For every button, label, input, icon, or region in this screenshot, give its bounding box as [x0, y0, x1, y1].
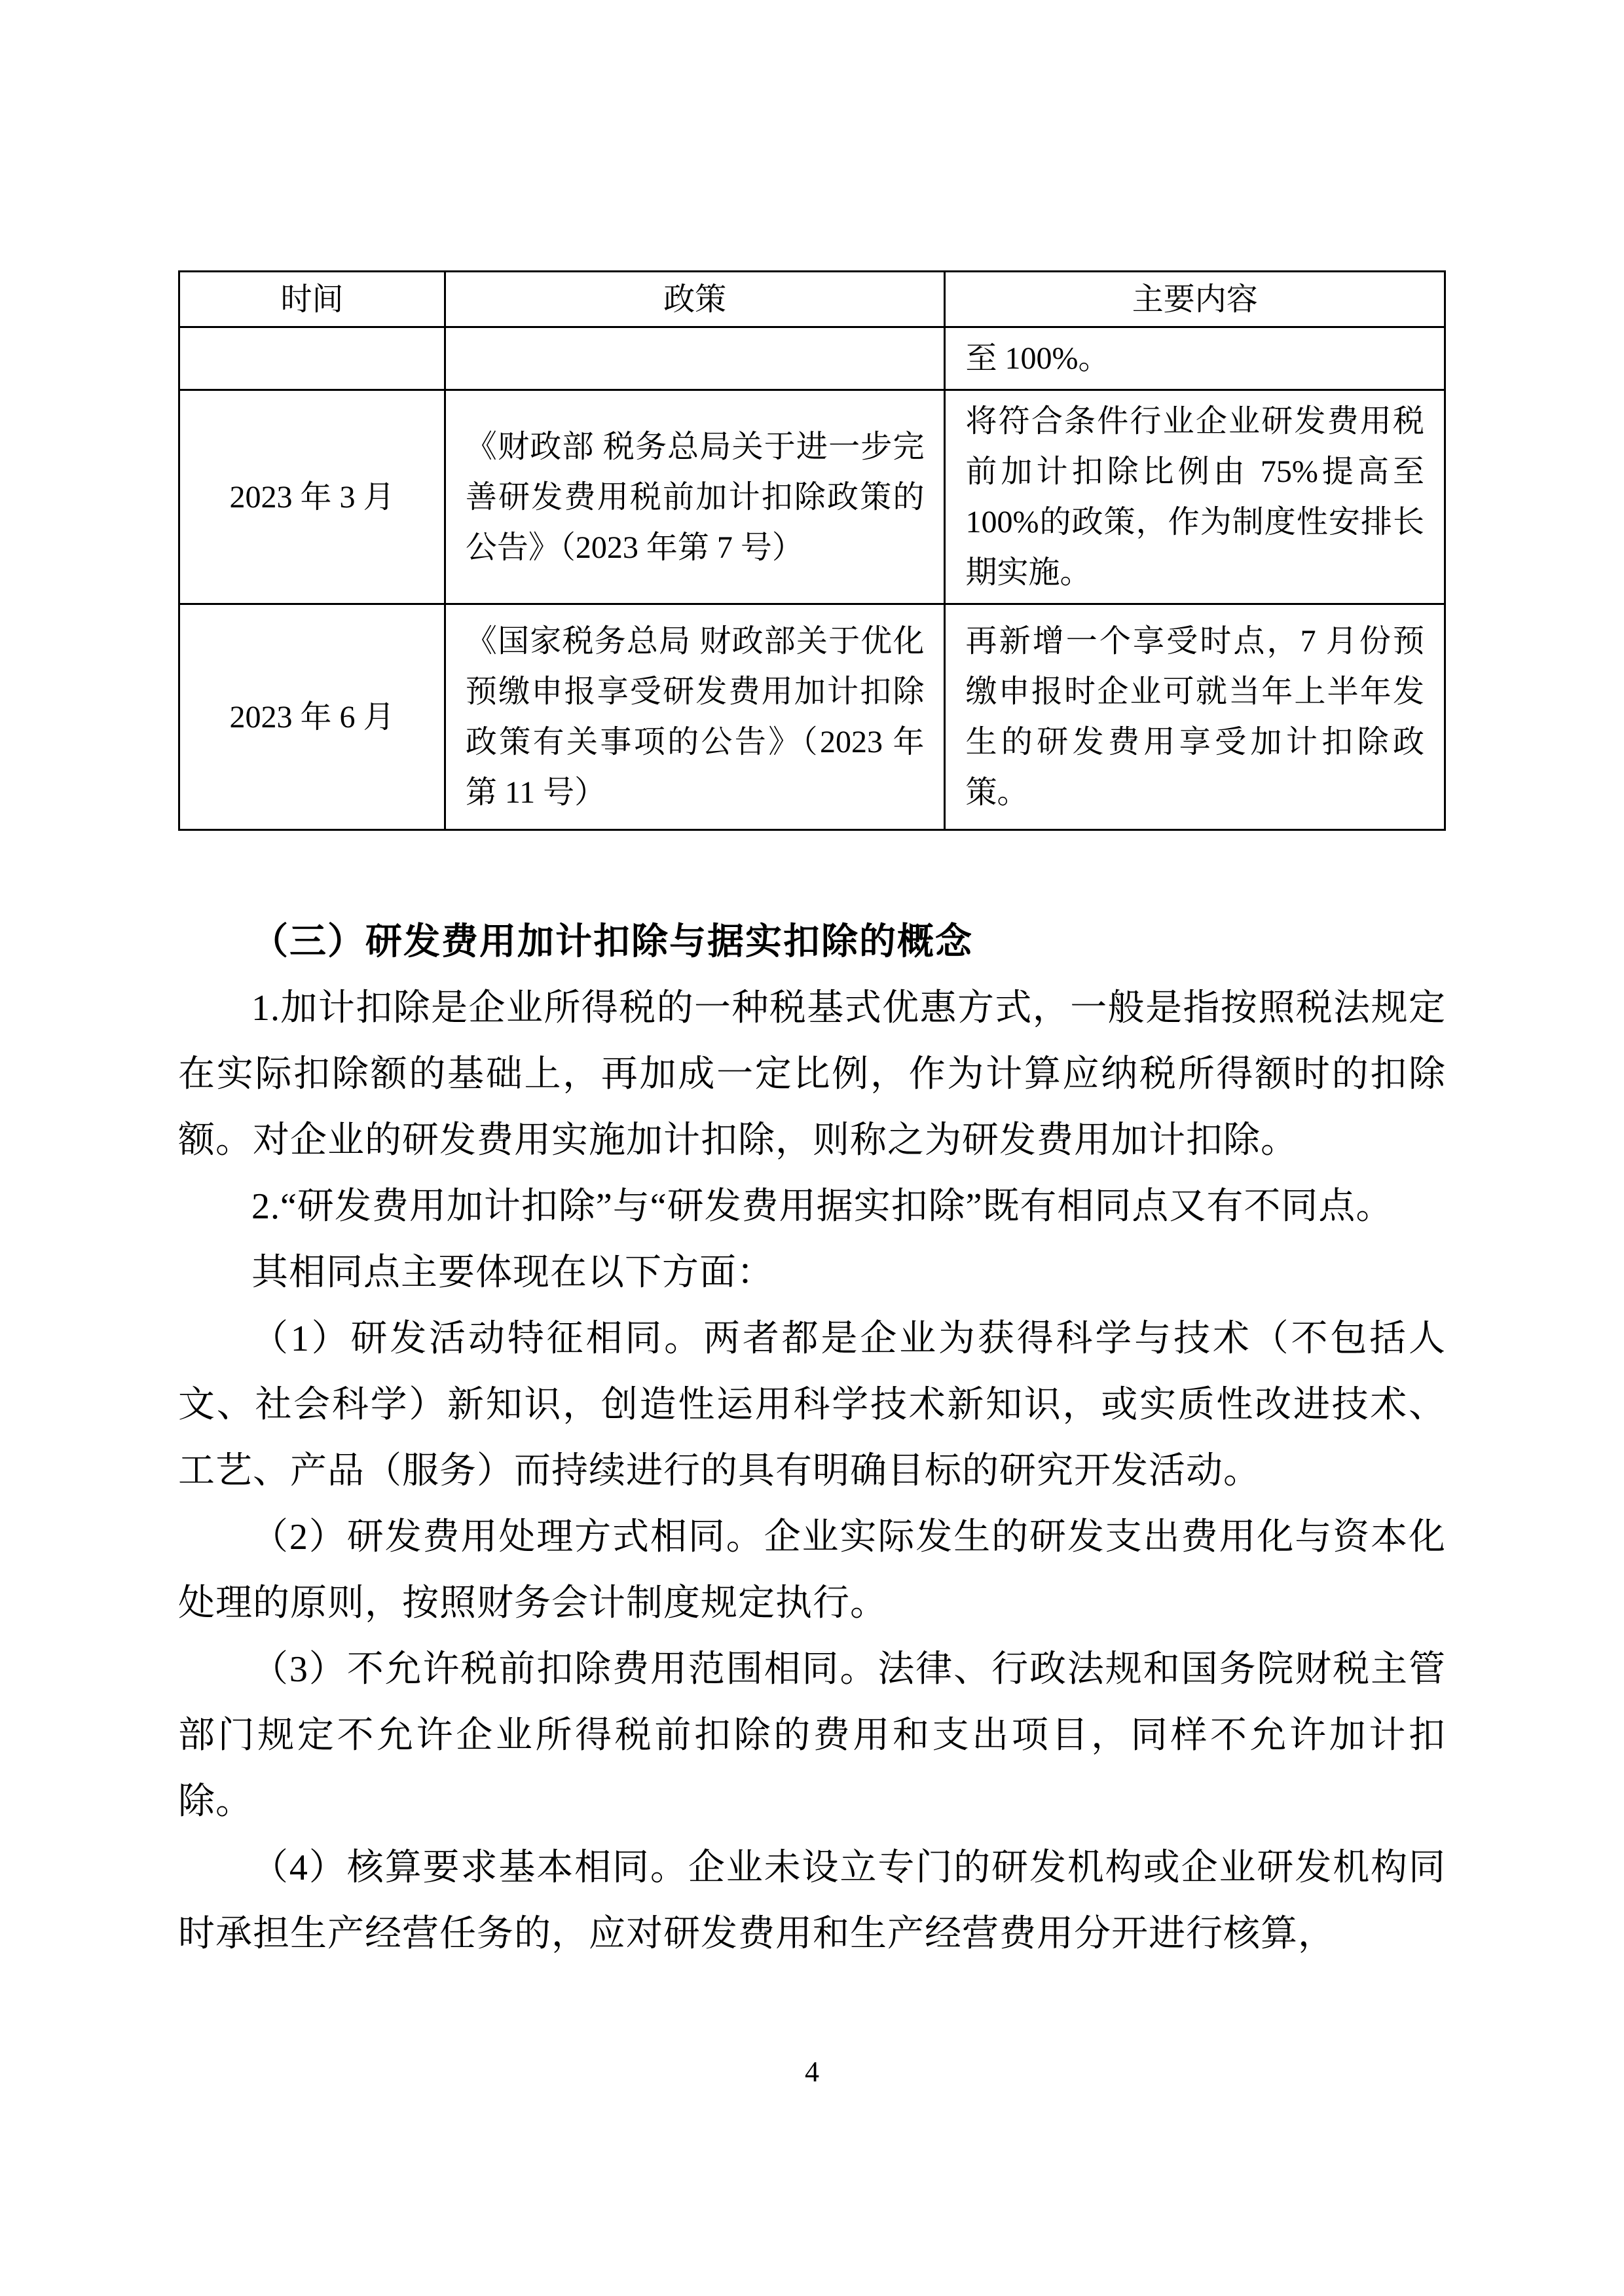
page-content [178, 270, 1446, 1967]
table-row-2023-06 [179, 604, 1445, 830]
cell-time-continued [179, 327, 445, 390]
cell-content-continued: 至 100%。 [945, 327, 1445, 390]
table-header-content: 主要内容 [945, 272, 1445, 327]
table-header-policy: 政策 [445, 272, 945, 327]
paragraph-comparison-intro: 2.“研发费用加计扣除”与“研发费用据实扣除”既有相同点又有不同点。 [251, 1186, 1393, 1227]
section-body [178, 975, 1446, 1967]
policy-timeline-table [178, 270, 1446, 831]
cell-time-2023-06: 2023 年 6 月 [179, 604, 445, 830]
cell-content-2023-06: 再新增一个享受时点，7 月份预缴申报时企业可就当年上半年发生的研发费用享受加计扣除政策。 [945, 604, 1445, 830]
cell-policy-2023-03: 《财政部 税务总局关于进一步完善研发费用税前加计扣除政策的公告》（2023 年第 7 号） [445, 390, 945, 604]
paragraph-similarity-2: （2）研发费用处理方式相同。企业实际发生的研发支出费用化与资本化处理的原则，按照财务会计制度规定执行。 [178, 1517, 1446, 1624]
cell-time-2023-03: 2023 年 3 月 [179, 390, 445, 604]
cell-policy-continued [445, 327, 945, 390]
paragraph-similarity-1: （1）研发活动特征相同。两者都是企业为获得科学与技术（不包括人文、社会科学）新知识，创造性运用科学技术新知识，或实质性改进技术、工艺、产品（服务）而持续进行的具有明确目标的研究开发活动。 [178, 1319, 1446, 1491]
page-number: 4 [805, 2056, 819, 2088]
cell-policy-2023-06: 《国家税务总局 财政部关于优化预缴申报享受研发费用加计扣除政策有关事项的公告》（2023 年第 11 号） [445, 604, 945, 830]
table-header-row [179, 272, 1445, 327]
paragraph-similarities-lead: 其相同点主要体现在以下方面： [251, 1252, 774, 1293]
section-heading: （三）研发费用加计扣除与据实扣除的概念 [251, 922, 973, 962]
table-header-time: 时间 [179, 272, 445, 327]
table-row-2023-03 [179, 390, 1445, 604]
table-row-continued [179, 327, 1445, 390]
paragraph-similarity-3: （3）不允许税前扣除费用范围相同。法律、行政法规和国务院财税主管部门规定不允许企业所得税前扣除的费用和支出项目，同样不允许加计扣除。 [178, 1649, 1446, 1822]
paragraph-definition: 1.加计扣除是企业所得税的一种税基式优惠方式，一般是指按照税法规定在实际扣除额的基础上，再加成一定比例，作为计算应纳税所得额时的扣除额。对企业的研发费用实施加计扣除，则称之为研发费用加计扣除。 [178, 988, 1446, 1161]
cell-content-2023-03: 将符合条件行业企业研发费用税前加计扣除比例由 75%提高至 100%的政策，作为制度性安排长期实施。 [945, 390, 1445, 604]
paragraph-similarity-4: （4）核算要求基本相同。企业未设立专门的研发机构或企业研发机构同时承担生产经营任务的，应对研发费用和生产经营费用分开进行核算， [178, 1848, 1446, 1954]
